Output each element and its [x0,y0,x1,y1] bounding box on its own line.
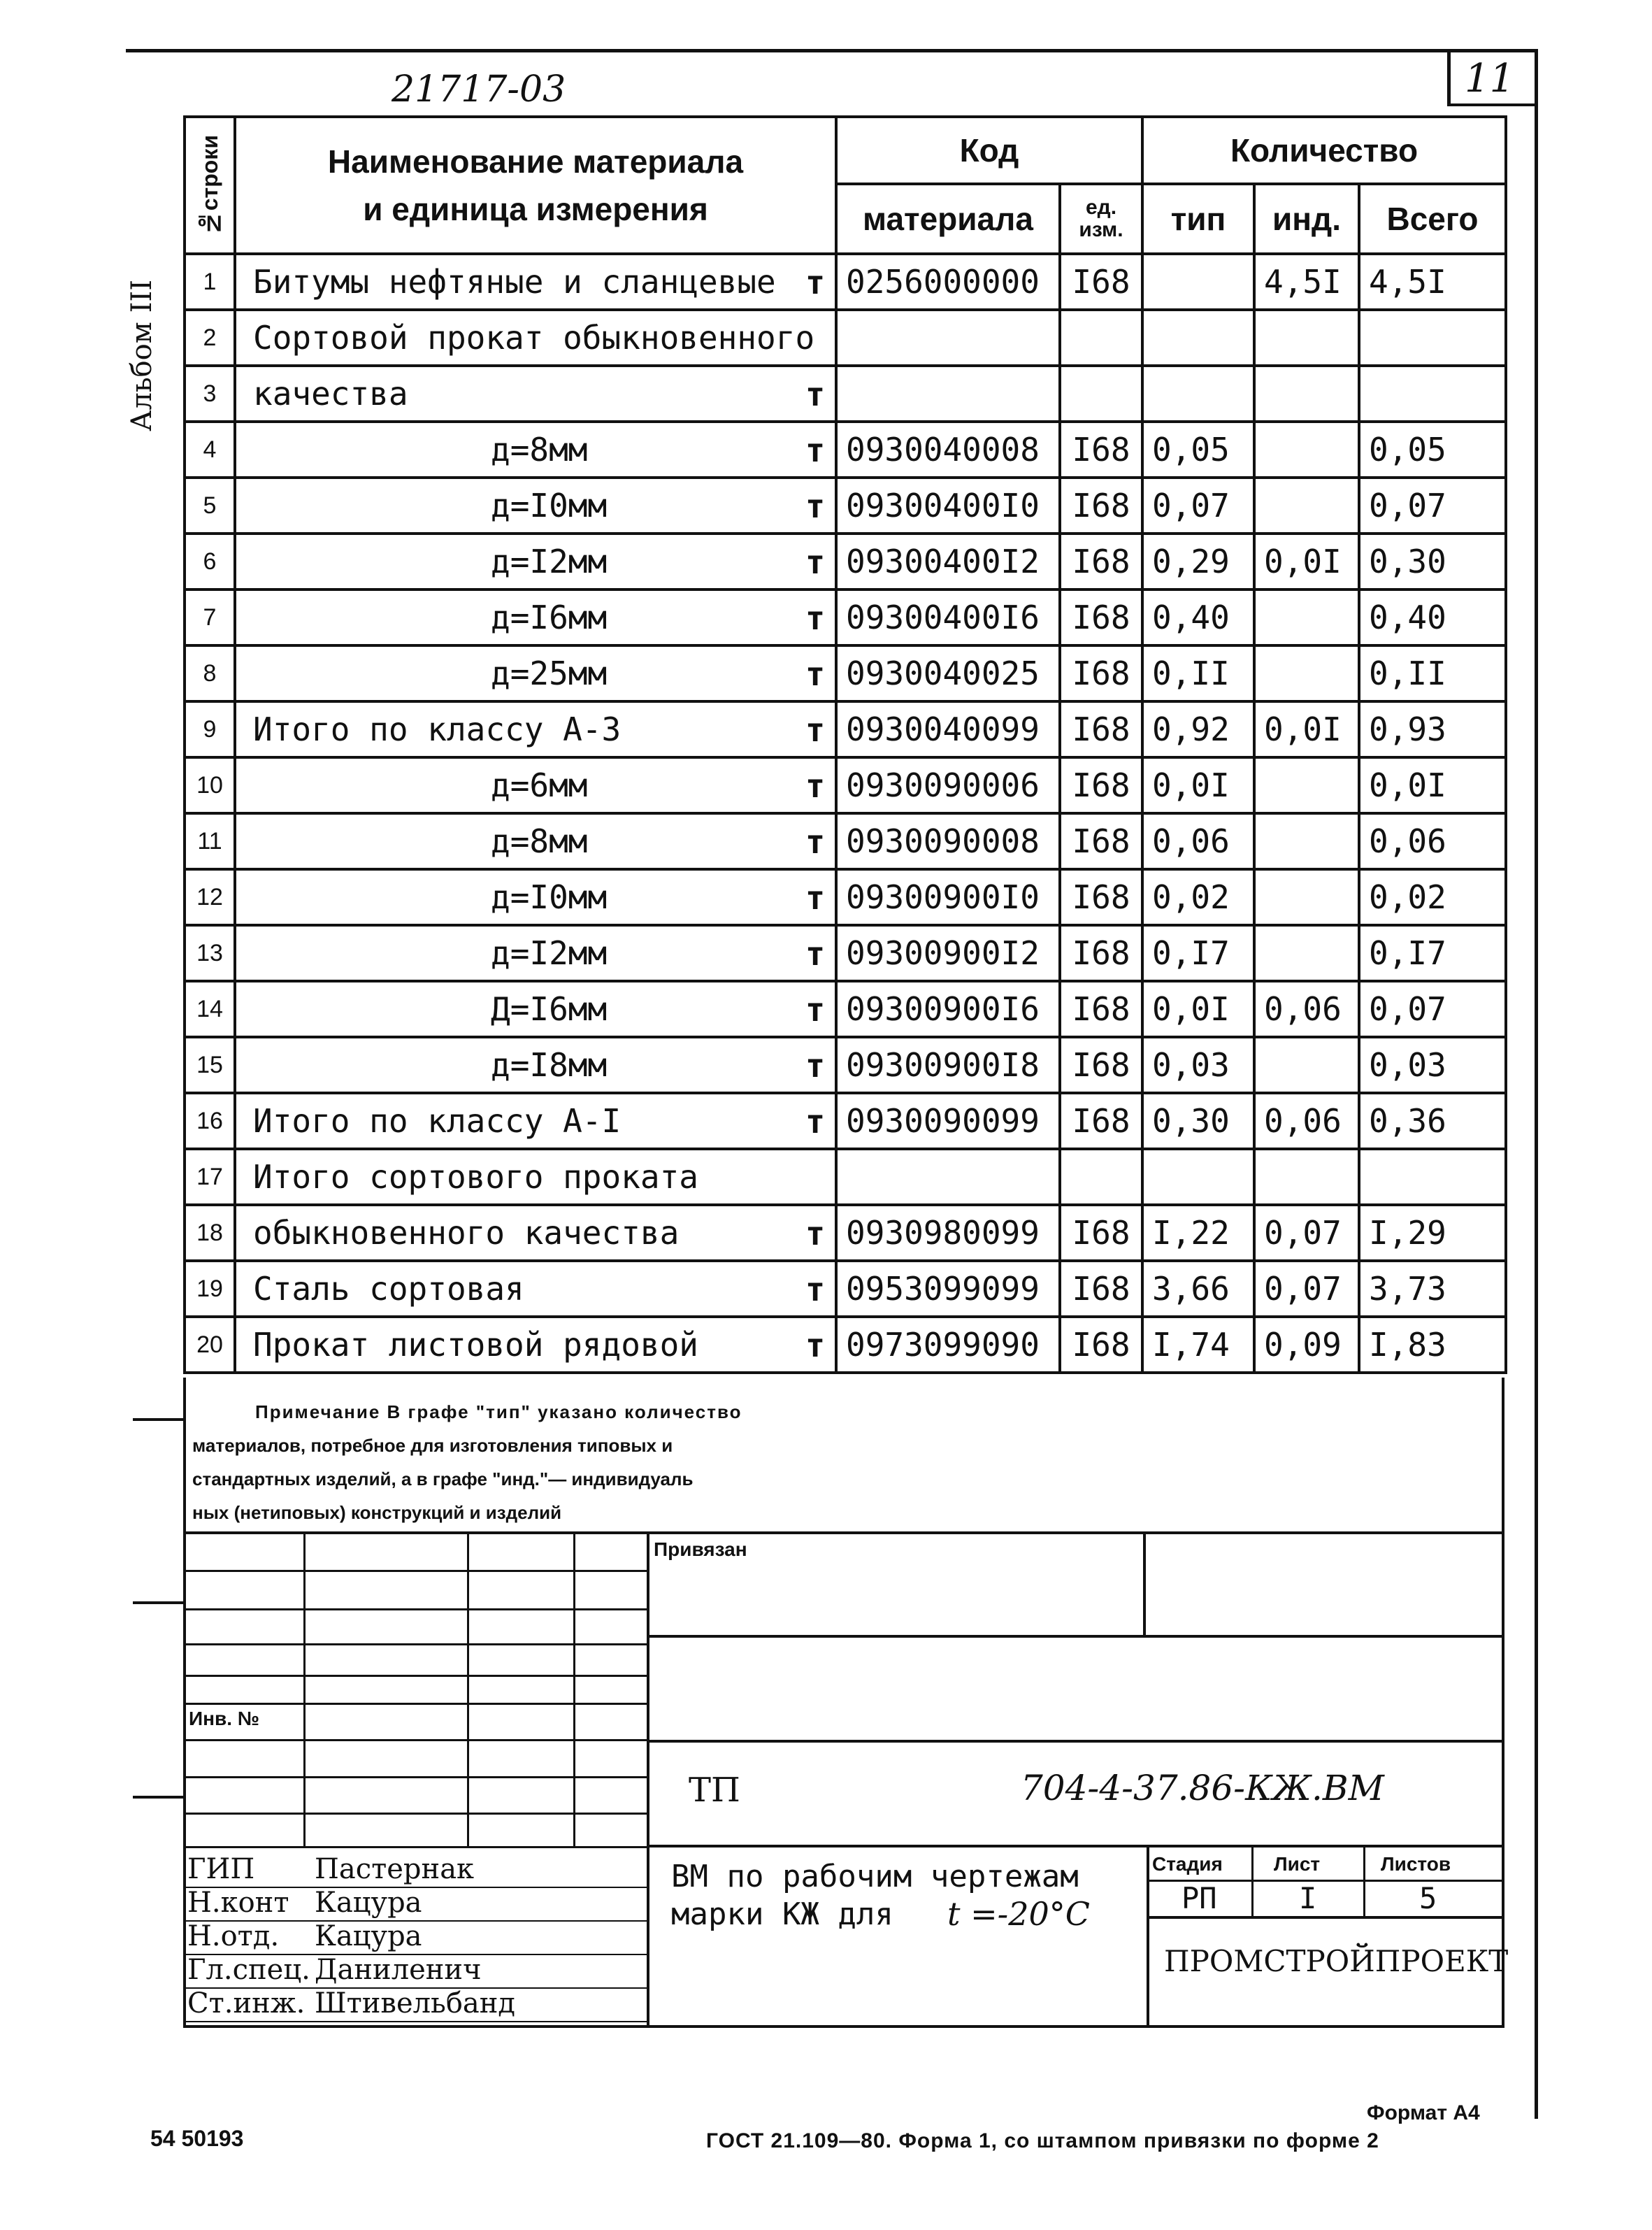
table-row [185,1205,1506,1261]
qty-ind [1254,422,1359,478]
material-name-text: д=6мм [491,766,588,804]
material-unit: т [805,1215,825,1252]
material-unit: т [805,376,825,413]
material-unit: т [805,879,825,917]
qty-type [1142,366,1254,422]
qty-type: 0,03 [1142,1037,1254,1093]
material-name-text: Сортовой прокат обыкновенного [253,319,815,357]
material-name [235,813,836,869]
qty-type: 3,66 [1142,1261,1254,1317]
table-row [185,589,1506,645]
qty-total: 0,07 [1359,478,1506,534]
stamp-grid-row-line [183,1813,647,1815]
privyazan-divider [1143,1531,1146,1636]
material-name [235,701,836,757]
material-name-text: д=8мм [491,822,588,860]
qty-total: 0,40 [1359,589,1506,645]
header-quantity: Количество [1142,117,1506,184]
doc-number: 21717-03 [392,69,566,110]
stamp-bottom-line [183,2025,1504,2028]
unit-code: I68 [1060,813,1142,869]
material-name-text: д=I6мм [491,599,608,636]
temperature: t =-20°С [947,1895,1090,1933]
qty-total: I,83 [1359,1317,1506,1373]
qty-ind: 0,07 [1254,1205,1359,1261]
header-qty-ind: инд. [1254,184,1359,254]
header-code-unit: ед. изм. [1060,184,1142,254]
qty-ind [1254,1149,1359,1205]
material-unit: т [805,1271,825,1308]
signer-role: Н.отд. [187,1920,280,1952]
qty-ind: 0,06 [1254,981,1359,1037]
material-name [235,1037,836,1093]
stamp-grid-col-line [573,1531,575,1846]
unit-code: I68 [1060,1205,1142,1261]
table-row [185,478,1506,534]
material-unit: т [805,1047,825,1085]
qty-ind: 4,5I [1254,254,1359,310]
table-row [185,813,1506,869]
note-line-3: стандартных изделий, а в графе "инд."— индивидуаль [192,1468,694,1489]
stamp-line-3 [647,1740,1504,1743]
material-name-text: Итого по классу А-I [253,1102,622,1140]
material-name [235,534,836,589]
material-unit: т [805,823,825,861]
material-unit: т [805,655,825,693]
qty-ind [1254,869,1359,925]
stamp-grid-row-line [183,1608,647,1610]
table-row [185,1037,1506,1093]
unit-code: I68 [1060,701,1142,757]
qty-total: 4,5I [1359,254,1506,310]
unit-code: I68 [1060,645,1142,701]
material-code [836,310,1060,366]
header-code: Код [836,117,1142,184]
stage-block-left [1147,1845,1149,2027]
header-qty-total: Всего [1359,184,1506,254]
organization-name: ПРОМСТРОЙПРОЕКТ [1164,1944,1509,1978]
qty-type: 0,07 [1142,478,1254,534]
row-number: 7 [185,589,235,645]
material-code [836,1149,1060,1205]
qty-ind: 0,06 [1254,1093,1359,1149]
qty-type: 0,I7 [1142,925,1254,981]
header-code-material: материала [836,184,1060,254]
row-number: 17 [185,1149,235,1205]
qty-ind [1254,925,1359,981]
material-unit: т [805,599,825,637]
table-row [185,701,1506,757]
material-name [235,981,836,1037]
table-row [185,925,1506,981]
unit-code: I68 [1060,757,1142,813]
qty-ind [1254,589,1359,645]
material-unit: т [805,991,825,1029]
unit-code: I68 [1060,869,1142,925]
stamp-grid-col-line [303,1531,306,1846]
note-right-border [1502,1378,1504,2028]
table-row [185,1317,1506,1373]
table-row [185,1149,1506,1205]
note-line-1: Примечание В графе "тип" указано количество [255,1401,742,1422]
note-line-4: ных (нетиповых) конструкций и изделий [192,1502,562,1523]
material-code: 0930090006 [836,757,1060,813]
right-border-line [1535,49,1538,2119]
sheet-label: Лист [1274,1853,1321,1875]
material-name [235,310,836,366]
qty-ind [1254,478,1359,534]
qty-total [1359,366,1506,422]
qty-ind: 0,0I [1254,534,1359,589]
unit-code: I68 [1060,981,1142,1037]
note-line-2: материалов, потребное для изготовления типовых и [192,1435,673,1456]
material-unit: т [805,264,825,301]
table-row [185,1261,1506,1317]
material-name [235,1205,836,1261]
material-code: 09300400I6 [836,589,1060,645]
stamp-grid-row-line [183,1846,647,1848]
signer-name: Кацура [315,1887,422,1919]
row-number: 6 [185,534,235,589]
left-margin-tick-3 [133,1796,183,1799]
material-unit: т [805,487,825,525]
row-number: 20 [185,1317,235,1373]
material-unit: т [805,1327,825,1364]
qty-ind [1254,757,1359,813]
row-number: 19 [185,1261,235,1317]
left-margin-tick-2 [133,1601,183,1604]
top-border-line [126,49,1538,52]
qty-type: 0,II [1142,645,1254,701]
qty-ind: 0,07 [1254,1261,1359,1317]
footer-left-code: 54 50193 [150,2126,244,2151]
side-album-label: Альбом III [126,280,158,431]
material-code: 09300900I6 [836,981,1060,1037]
qty-total: 0,06 [1359,813,1506,869]
qty-type: 0,92 [1142,701,1254,757]
signer-role: Н.конт [187,1887,289,1919]
table-row [185,254,1506,310]
qty-type [1142,310,1254,366]
row-number: 4 [185,422,235,478]
material-name-text: Битумы нефтяные и сланцевые [253,263,776,301]
row-number: 1 [185,254,235,310]
material-name-text: д=I0мм [491,487,608,524]
table-row [185,869,1506,925]
material-name-text: д=8мм [491,431,588,469]
title-line-2: марки КЖ для [671,1896,893,1932]
sheet-corner-number: 11 [1465,56,1515,101]
qty-type: 0,0I [1142,981,1254,1037]
qty-type: I,74 [1142,1317,1254,1373]
footer-gost: ГОСТ 21.109—80. Форма 1, со штампом привязки по форме 2 [706,2129,1379,2152]
signer-name: Штивельбанд [315,1987,516,2020]
stage-value: РП [1181,1881,1217,1915]
material-name-text: Сталь сортовая [253,1270,524,1308]
stamp-grid-row-line [183,1643,647,1645]
material-name [235,645,836,701]
material-code [836,366,1060,422]
material-unit: т [805,711,825,749]
material-code: 0930980099 [836,1205,1060,1261]
material-unit: т [805,543,825,581]
row-number: 2 [185,310,235,366]
qty-total: 0,II [1359,645,1506,701]
material-name [235,366,836,422]
material-code: 09300900I2 [836,925,1060,981]
left-margin-tick-1 [133,1418,183,1421]
signer-role: Ст.инж. [187,1987,306,2020]
unit-code: I68 [1060,925,1142,981]
material-name-text: обыкновенного качества [253,1214,680,1252]
material-name [235,1149,836,1205]
material-code: 0930040025 [836,645,1060,701]
qty-type: 0,06 [1142,813,1254,869]
table-row [185,310,1506,366]
sheets-value: 5 [1419,1881,1437,1915]
material-name-text: качества [253,375,408,413]
row-number: 16 [185,1093,235,1149]
material-name-text: Прокат листовой рядовой [253,1326,698,1364]
qty-ind [1254,1037,1359,1093]
row-number: 13 [185,925,235,981]
tp-label: ТП [689,1771,740,1810]
table-row [185,422,1506,478]
qty-total [1359,1149,1506,1205]
qty-type: 0,29 [1142,534,1254,589]
material-code: 0930040008 [836,422,1060,478]
unit-code: I68 [1060,589,1142,645]
sheet-value: I [1299,1881,1317,1915]
corner-box-bottom [1447,103,1538,106]
material-code: 0930090099 [836,1093,1060,1149]
unit-code: I68 [1060,534,1142,589]
unit-code: I68 [1060,1093,1142,1149]
row-number: 14 [185,981,235,1037]
title-line-1: ВМ по рабочим чертежам [671,1859,1079,1894]
privyazan-label: Привязан [654,1538,747,1560]
material-unit: т [805,431,825,469]
signer-name: Даниленич [315,1954,482,1986]
material-name [235,478,836,534]
stamp-line-2 [647,1635,1504,1638]
qty-type: 0,40 [1142,589,1254,645]
signer-name: Кацура [315,1920,422,1952]
row-number: 10 [185,757,235,813]
qty-ind [1254,310,1359,366]
stamp-grid-row-line [183,1675,647,1677]
unit-code [1060,366,1142,422]
table-row [185,1093,1506,1149]
material-name [235,1093,836,1149]
material-name [235,422,836,478]
qty-type [1142,1149,1254,1205]
signer-row-line [183,2021,647,2022]
header-row-number: №строки [185,117,235,254]
qty-type: 0,02 [1142,869,1254,925]
unit-code: I68 [1060,422,1142,478]
unit-code: I68 [1060,1317,1142,1373]
table-row [185,534,1506,589]
material-unit: т [805,767,825,805]
material-name [235,1317,836,1373]
qty-total: 0,03 [1359,1037,1506,1093]
stage-value-line [1147,1916,1504,1919]
material-name-text: д=I0мм [491,878,608,916]
qty-ind: 0,0I [1254,701,1359,757]
material-code: 0930040099 [836,701,1060,757]
material-unit: т [805,1103,825,1141]
row-number: 8 [185,645,235,701]
stamp-line-4 [647,1845,1504,1847]
table-row [185,645,1506,701]
material-name-text: д=I2мм [491,934,608,972]
signer-name: Пастернак [315,1853,475,1885]
stage-col-divider-1 [1251,1845,1254,1917]
doc-code: 704-4-37.86-КЖ.ВМ [1021,1768,1384,1808]
qty-type: 0,30 [1142,1093,1254,1149]
material-name-text: д=I2мм [491,543,608,580]
qty-total: 0,0I [1359,757,1506,813]
row-number: 18 [185,1205,235,1261]
qty-total: 3,73 [1359,1261,1506,1317]
table-row [185,757,1506,813]
signer-role: Гл.спец. [187,1954,310,1986]
footer-format: Формат А4 [1367,2101,1480,2124]
stamp-grid-row-line [183,1739,647,1741]
unit-code: I68 [1060,1261,1142,1317]
materials-table [183,115,1507,1374]
material-name [235,254,836,310]
material-name [235,1261,836,1317]
qty-type: I,22 [1142,1205,1254,1261]
qty-total [1359,310,1506,366]
stamp-grid-row-line [183,1570,647,1572]
material-code: 09300900I8 [836,1037,1060,1093]
stamp-mid-vertical [647,1531,649,2028]
unit-code: I68 [1060,478,1142,534]
stamp-grid-row-line [183,1703,647,1705]
unit-code: I68 [1060,1037,1142,1093]
qty-total: 0,I7 [1359,925,1506,981]
unit-code [1060,310,1142,366]
row-number: 15 [185,1037,235,1093]
qty-type: 0,05 [1142,422,1254,478]
unit-code [1060,1149,1142,1205]
material-unit: т [805,935,825,973]
qty-total: 0,02 [1359,869,1506,925]
material-name-text: д=I8мм [491,1046,608,1084]
table-row [185,366,1506,422]
material-code: 0953099099 [836,1261,1060,1317]
stage-col-divider-2 [1363,1845,1365,1917]
material-code: 0973099090 [836,1317,1060,1373]
material-code: 0930090008 [836,813,1060,869]
qty-total: 0,07 [1359,981,1506,1037]
material-code: 09300400I2 [836,534,1060,589]
row-number: 12 [185,869,235,925]
qty-ind [1254,813,1359,869]
header-material-name: Наименование материала и единица измерения [235,117,836,254]
row-number: 11 [185,813,235,869]
sheets-label: Листов [1381,1853,1451,1875]
inv-no-label: Инв. № [189,1708,260,1729]
signer-role: ГИП [187,1853,255,1885]
note-text [192,1395,742,1529]
material-name-text: д=25мм [491,655,608,692]
qty-type [1142,254,1254,310]
row-number: 5 [185,478,235,534]
qty-ind: 0,09 [1254,1317,1359,1373]
qty-total: 0,93 [1359,701,1506,757]
table-row [185,981,1506,1037]
material-name [235,589,836,645]
material-name [235,869,836,925]
stamp-grid-col-line [467,1531,469,1846]
material-code: 09300400I0 [836,478,1060,534]
qty-total: 0,36 [1359,1093,1506,1149]
material-name-text: Итого сортового проката [253,1158,698,1196]
material-name-text: Д=I6мм [491,990,608,1028]
qty-type: 0,0I [1142,757,1254,813]
material-code: 09300900I0 [836,869,1060,925]
qty-total: I,29 [1359,1205,1506,1261]
header-qty-type: тип [1142,184,1254,254]
qty-ind [1254,645,1359,701]
stage-label: Стадия [1152,1853,1223,1875]
material-code: 0256000000 [836,254,1060,310]
material-name [235,757,836,813]
stamp-top-line [183,1531,1504,1534]
unit-code: I68 [1060,254,1142,310]
row-number: 9 [185,701,235,757]
corner-box-left [1447,49,1451,105]
qty-ind [1254,366,1359,422]
qty-total: 0,30 [1359,534,1506,589]
material-name-text: Итого по классу А-3 [253,710,622,748]
stamp-grid-row-line [183,1776,647,1778]
row-number: 3 [185,366,235,422]
material-name [235,925,836,981]
qty-total: 0,05 [1359,422,1506,478]
